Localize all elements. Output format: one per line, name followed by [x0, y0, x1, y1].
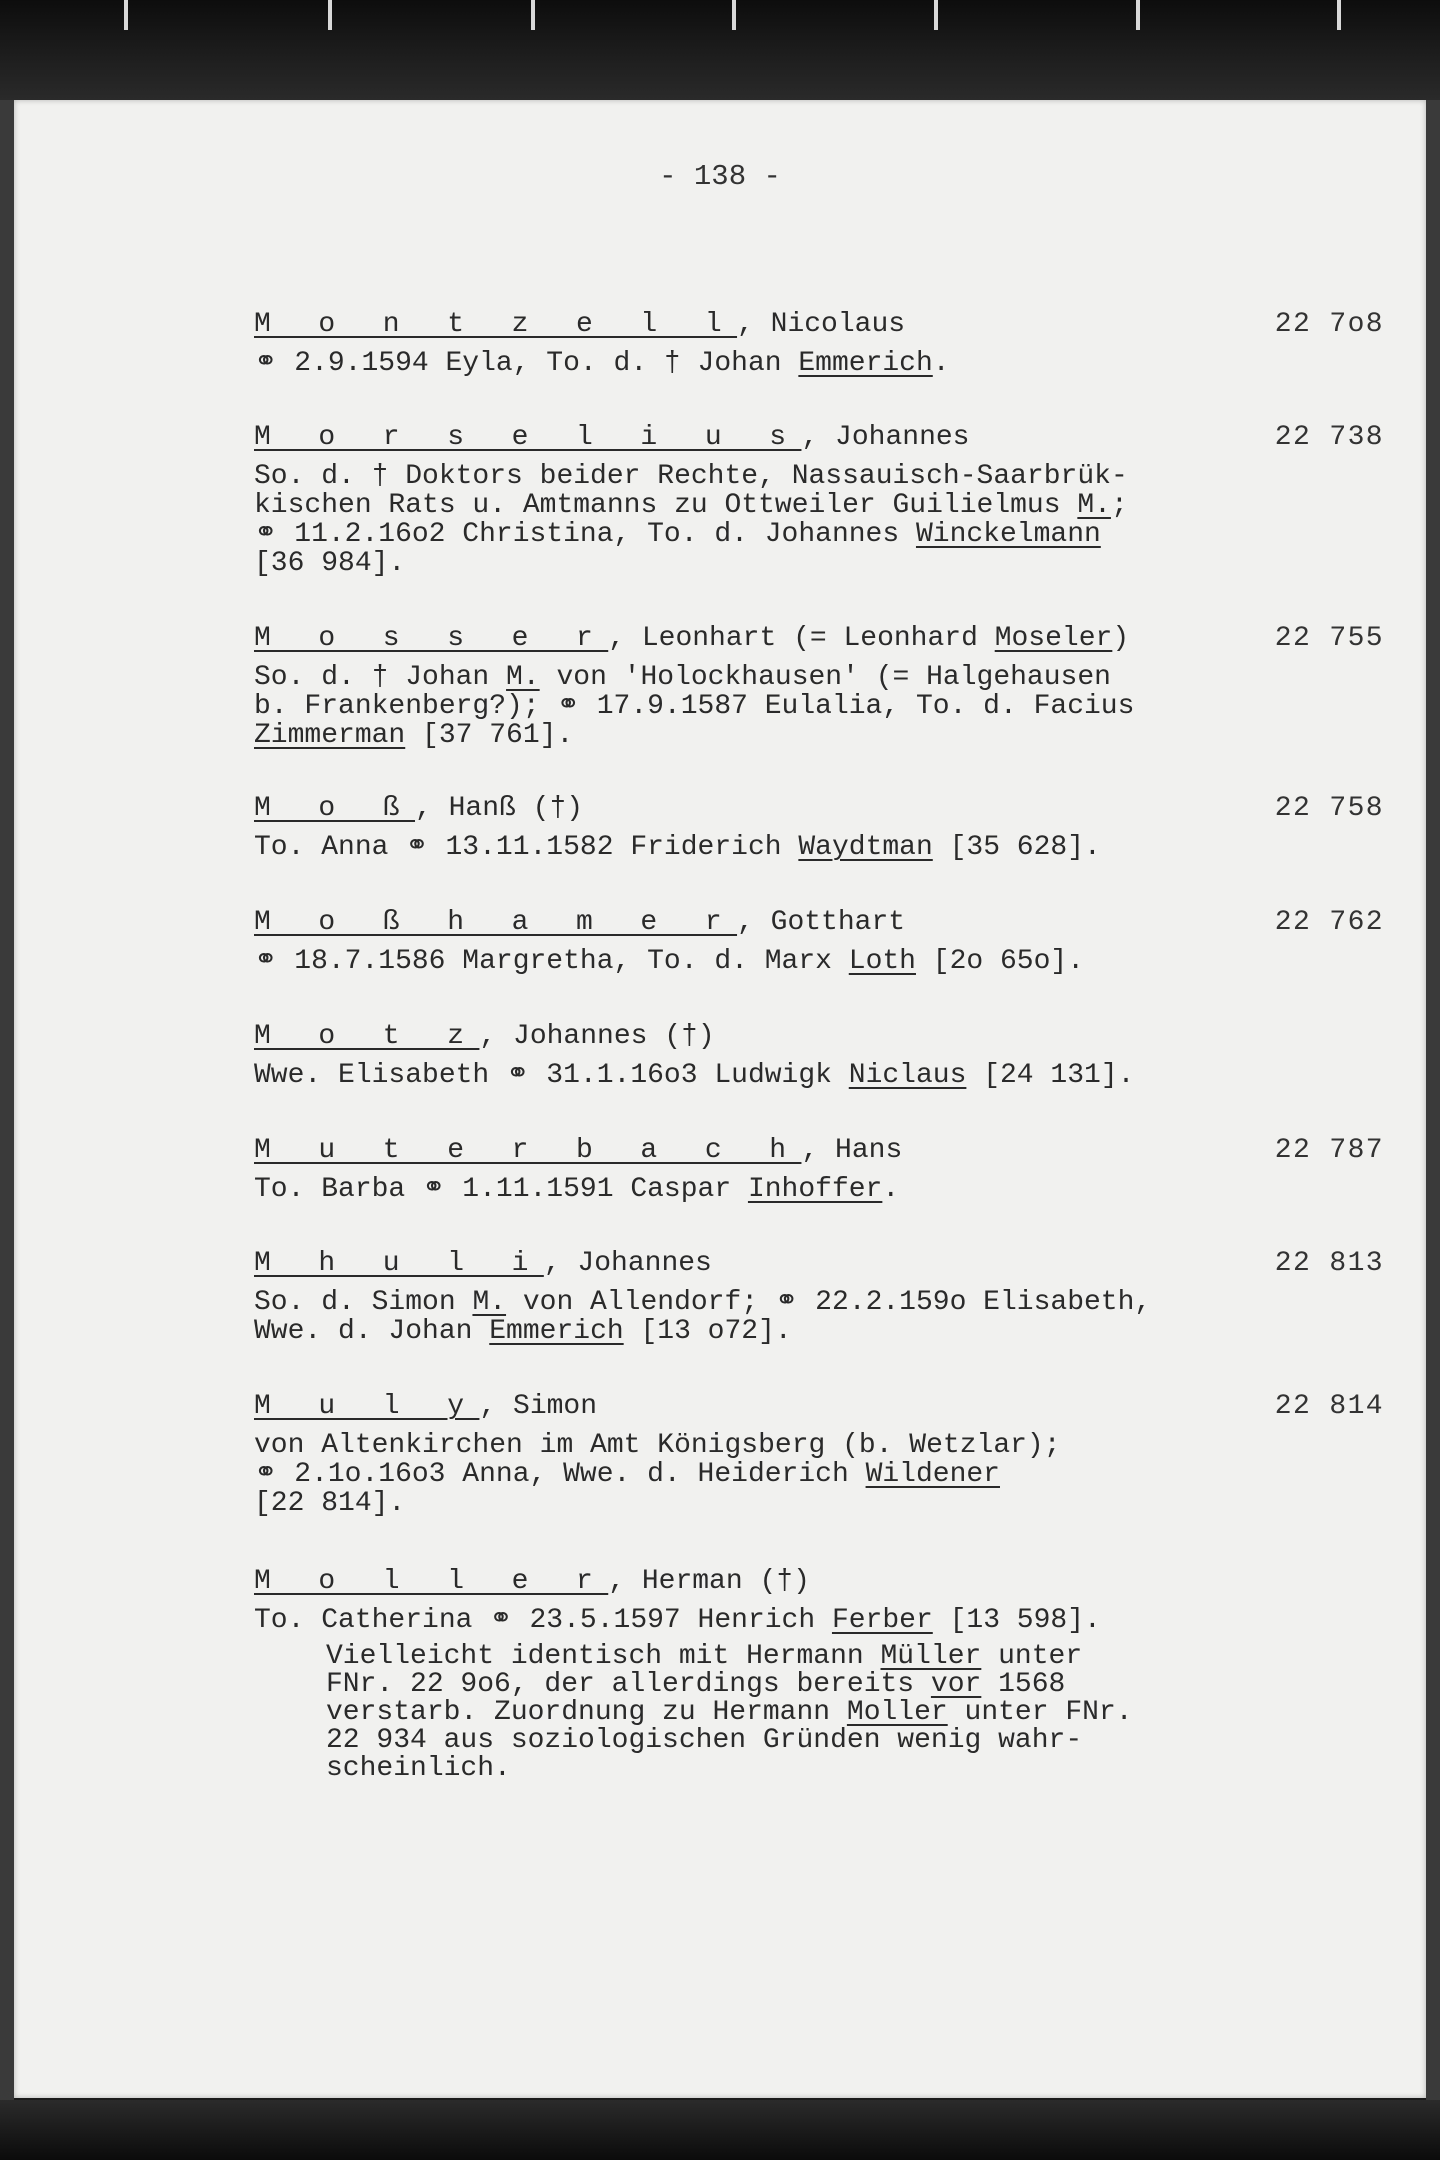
- detail-line: [254, 491, 1384, 520]
- entry-heading: [254, 1244, 1384, 1284]
- underlined-name: Inhoffer: [747, 1174, 883, 1205]
- film-tick: [531, 0, 535, 30]
- entry-given-name: , Johannes (†): [479, 1021, 715, 1052]
- genealogy-entry: [254, 305, 1384, 378]
- line-text: .: [882, 1174, 900, 1205]
- entry-details: [254, 833, 1384, 862]
- entry-heading: [254, 305, 1384, 345]
- film-tick: [1337, 0, 1341, 30]
- underlined-name: vor: [930, 1669, 982, 1700]
- detail-line: [254, 349, 1384, 378]
- entry-given-name: , Simon: [479, 1391, 598, 1422]
- underlined-name: Winckelmann: [915, 519, 1101, 550]
- entry-surname: M o r s e l i u s: [254, 422, 802, 453]
- detail-line: [254, 692, 1384, 721]
- note-line: [326, 1727, 1384, 1755]
- entry-surname: M o ß h a m e r: [254, 907, 738, 938]
- line-text: [37 761].: [405, 720, 574, 751]
- underlined-name: Niclaus: [848, 1060, 967, 1091]
- family-number: 22 738: [1274, 422, 1384, 453]
- line-text: [22 814].: [254, 1488, 406, 1519]
- genealogy-entry: [254, 619, 1384, 750]
- line-text: von Allendorf; ⚭ 22.2.159o Elisabeth,: [506, 1287, 1152, 1318]
- film-border-right: [1426, 100, 1440, 2100]
- underlined-name: M.: [472, 1287, 507, 1318]
- line-text: To. Catherina ⚭ 23.5.1597 Henrich: [254, 1605, 832, 1636]
- line-text: 1568: [981, 1669, 1066, 1700]
- entry-heading: [254, 903, 1384, 943]
- entry-surname: M u t e r b a c h: [254, 1135, 802, 1166]
- detail-line: [254, 1317, 1384, 1346]
- film-tick: [124, 0, 128, 30]
- entry-surname: M o ß: [254, 793, 416, 824]
- film-border-top: [0, 0, 1440, 100]
- line-text: Wwe. d. Johan: [254, 1316, 490, 1347]
- genealogy-entry: [254, 1244, 1384, 1346]
- line-text: ;: [1110, 490, 1128, 521]
- entry-details: [254, 663, 1384, 750]
- line-text: b. Frankenberg?); ⚭ 17.9.1587 Eulalia, To. d. Facius: [254, 691, 1135, 722]
- genealogy-entry: [254, 1387, 1384, 1518]
- entry-surname: M o s s e r: [254, 623, 609, 654]
- entry-surname: M o t z: [254, 1021, 480, 1052]
- entry-heading: [254, 1131, 1384, 1171]
- underlined-name: Müller: [880, 1641, 982, 1672]
- entry-details: [254, 1288, 1384, 1346]
- genealogy-entry: [254, 789, 1384, 862]
- entry-given-name: , Leonhart (= Leonhard: [608, 623, 995, 654]
- entry-heading: [254, 1017, 1384, 1057]
- entry-details: [254, 349, 1384, 378]
- line-text: So. d. † Doktors beider Rechte, Nassauisch-Saarbrük-: [254, 461, 1128, 492]
- family-number: 22 7o8: [1274, 309, 1384, 340]
- line-text: To. Anna ⚭ 13.11.1582 Friderich: [254, 832, 799, 863]
- underlined-name: Ferber: [831, 1605, 933, 1636]
- line-text: .: [932, 348, 950, 379]
- line-text: ⚭ 2.1o.16o3 Anna, Wwe. d. Heiderich: [254, 1459, 866, 1490]
- entry-given-name: , Nicolaus: [737, 309, 906, 340]
- detail-line: [254, 1489, 1384, 1518]
- line-text: von 'Holockhausen' (= Halgehausen: [539, 662, 1111, 693]
- line-text: [24 131].: [966, 1060, 1135, 1091]
- line-text: So. d. Simon: [254, 1287, 473, 1318]
- line-text: von Altenkirchen im Amt Königsberg (b. Wetzlar);: [254, 1430, 1061, 1461]
- underlined-name: M.: [1077, 490, 1111, 521]
- detail-line: [254, 1288, 1384, 1317]
- family-number: 22 758: [1274, 793, 1384, 824]
- underlined-name: Zimmerman: [254, 720, 406, 751]
- entry-surname: M o n t z e l l: [254, 309, 738, 340]
- family-number: 22 813: [1274, 1248, 1384, 1279]
- line-text: ⚭ 2.9.1594 Eyla, To. d. † Johan: [254, 348, 799, 379]
- entry-given-name: , Hanß (†): [415, 793, 584, 824]
- line-text: [36 984].: [254, 548, 406, 579]
- line-text: Vielleicht identisch mit Hermann: [326, 1641, 881, 1672]
- detail-line: [254, 520, 1384, 549]
- note-line: [326, 1643, 1384, 1671]
- line-text: To. Barba ⚭ 1.11.1591 Caspar: [254, 1174, 748, 1205]
- entry-given-name: , Johannes: [543, 1248, 712, 1279]
- underlined-name: Emmerich: [798, 348, 933, 379]
- underlined-name: Loth: [848, 946, 916, 977]
- underlined-name: Wildener: [865, 1459, 1000, 1490]
- line-text: ⚭ 11.2.16o2 Christina, To. d. Johannes: [254, 519, 916, 550]
- detail-line: [254, 663, 1384, 692]
- family-number: 22 814: [1274, 1391, 1384, 1422]
- detail-line: [254, 1606, 1384, 1635]
- entry-note: [254, 1643, 1384, 1783]
- underlined-name: Moseler: [994, 623, 1113, 654]
- entry-given-name: , Herman (†): [608, 1566, 810, 1597]
- entry-given-name: , Johannes: [801, 422, 970, 453]
- detail-line: [254, 1175, 1384, 1204]
- film-tick: [328, 0, 332, 30]
- family-number: 22 755: [1274, 623, 1384, 654]
- note-line: [326, 1699, 1384, 1727]
- underlined-name: Emmerich: [489, 1316, 624, 1347]
- entry-heading: [254, 789, 1384, 829]
- entry-details: [254, 1431, 1384, 1518]
- line-text: scheinlich.: [326, 1753, 511, 1784]
- entry-heading: [254, 619, 1384, 659]
- entry-given-name: , Hans: [801, 1135, 903, 1166]
- detail-line: [254, 462, 1384, 491]
- underlined-name: Moller: [846, 1697, 948, 1728]
- detail-line: [254, 1431, 1384, 1460]
- film-border-left: [0, 100, 14, 2100]
- genealogy-entry: [254, 418, 1384, 578]
- genealogy-entry: [254, 1131, 1384, 1204]
- entry-given-name: ): [1112, 623, 1130, 654]
- film-tick: [1136, 0, 1140, 30]
- line-text: verstarb. Zuordnung zu Hermann: [326, 1697, 847, 1728]
- entry-details: [254, 947, 1384, 976]
- film-tick: [934, 0, 938, 30]
- entry-details: [254, 462, 1384, 578]
- line-text: kischen Rats u. Amtmanns zu Ottweiler Guilielmus: [254, 490, 1078, 521]
- note-line: [326, 1671, 1384, 1699]
- entry-details: [254, 1061, 1384, 1090]
- line-text: 22 934 aus soziologischen Gründen wenig wahr-: [326, 1725, 1083, 1756]
- line-text: [2o 65o].: [915, 946, 1085, 977]
- line-text: unter FNr.: [947, 1697, 1133, 1728]
- detail-line: [254, 549, 1384, 578]
- family-number: 22 787: [1274, 1135, 1384, 1166]
- line-text: FNr. 22 9o6, der allerdings bereits: [326, 1669, 931, 1700]
- entry-given-name: , Gotthart: [737, 907, 906, 938]
- genealogy-entry: [254, 1017, 1384, 1090]
- line-text: Wwe. Elisabeth ⚭ 31.1.16o3 Ludwigk: [254, 1060, 849, 1091]
- entry-details: [254, 1606, 1384, 1635]
- underlined-name: M.: [506, 662, 540, 693]
- line-text: [13 598].: [932, 1605, 1101, 1636]
- detail-line: [254, 1061, 1384, 1090]
- genealogy-entry: [254, 903, 1384, 976]
- detail-line: [254, 947, 1384, 976]
- entry-surname: M h u l i: [254, 1248, 544, 1279]
- line-text: unter: [981, 1641, 1083, 1672]
- family-number: 22 762: [1274, 907, 1384, 938]
- genealogy-entry: [254, 1562, 1384, 1783]
- line-text: [13 o72].: [623, 1316, 792, 1347]
- entry-heading: [254, 1387, 1384, 1427]
- line-text: So. d. † Johan: [254, 662, 507, 693]
- line-text: ⚭ 18.7.1586 Margretha, To. d. Marx: [254, 946, 849, 977]
- entry-details: [254, 1175, 1384, 1204]
- document-page: [14, 100, 1426, 2098]
- film-tick: [732, 0, 736, 30]
- detail-line: [254, 721, 1384, 750]
- entry-surname: M u l y: [254, 1391, 480, 1422]
- detail-line: [254, 1460, 1384, 1489]
- detail-line: [254, 833, 1384, 862]
- underlined-name: Waydtman: [798, 832, 933, 863]
- note-line: [326, 1755, 1384, 1783]
- page-number: - 138 -: [659, 160, 781, 193]
- entry-heading: [254, 1562, 1384, 1602]
- entry-heading: [254, 418, 1384, 458]
- line-text: [35 628].: [932, 832, 1101, 863]
- film-border-bottom: [0, 2100, 1440, 2160]
- entry-surname: M o l l e r: [254, 1566, 609, 1597]
